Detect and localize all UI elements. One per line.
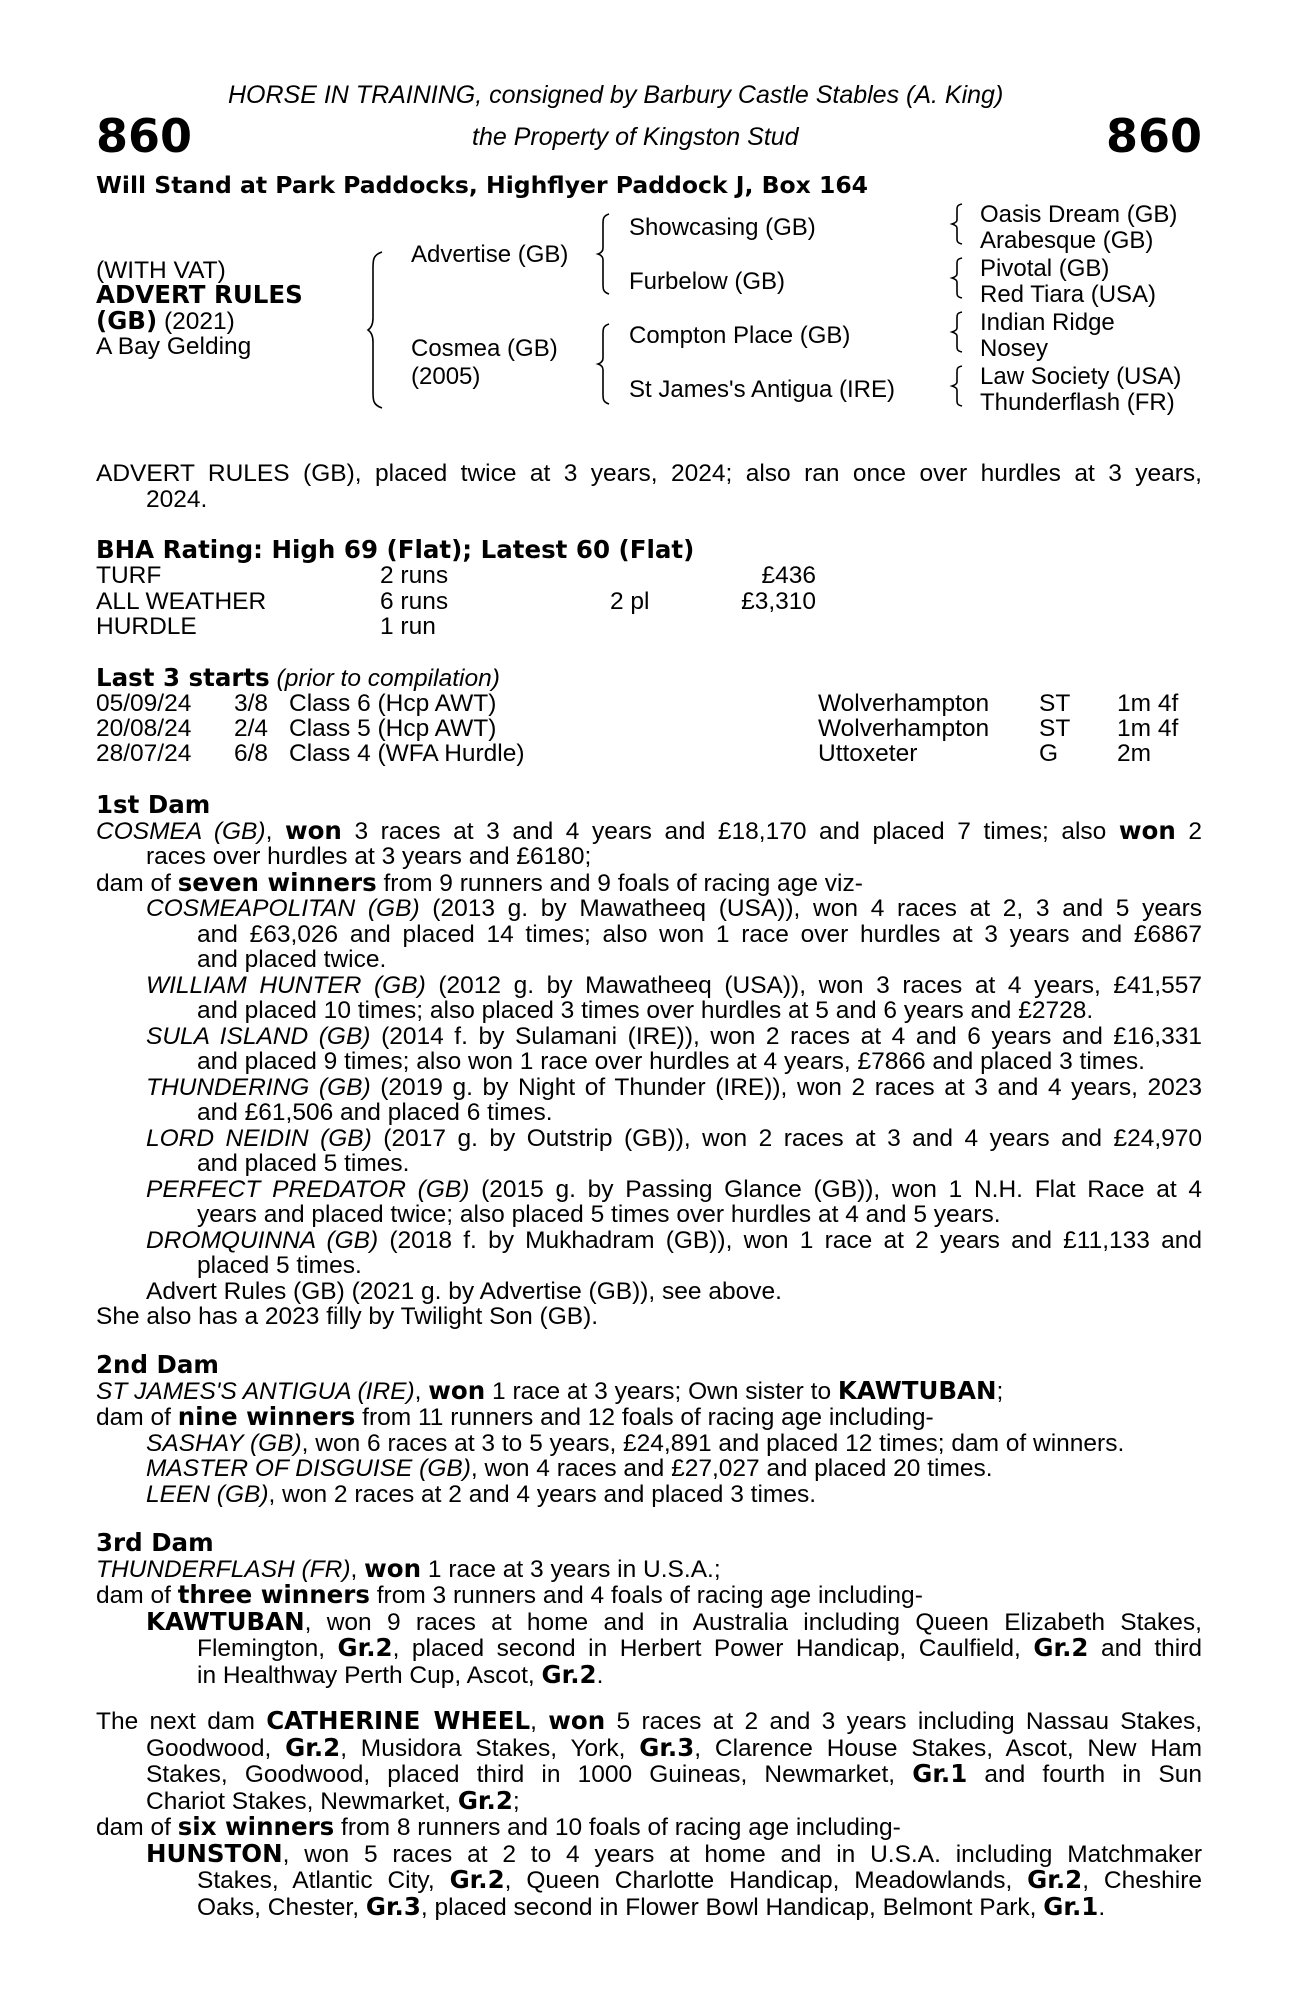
text: , [265,817,285,845]
stats-placed: 2 pl [610,588,650,615]
race-summary [96,461,1202,512]
property-line: the Property of Kingston Stud [472,123,799,151]
pedigree-sds: Pivotal (GB) [980,255,1110,282]
horse-ref: KAWTUBAN [837,1375,997,1405]
progeny-line [96,1456,1202,1482]
progeny-name: SASHAY (GB) [146,1429,302,1457]
dam-name: ST JAMES'S ANTIGUA (IRE) [96,1377,415,1405]
dam-line [96,1708,1202,1735]
stats-surface: TURF [96,562,162,589]
start-going: G [1039,740,1059,767]
next-dam-section [96,1708,1202,1920]
vat-note: (WITH VAT) [96,257,226,284]
section-heading: 1st Dam [96,790,211,819]
text: , won 6 races at 3 to 5 years, £24,891 and placed 12 times; dam of winners. [301,1429,1125,1457]
start-course: Wolverhampton [818,715,990,742]
text: , Musidora Stakes, York, [340,1734,640,1762]
text: , won 2 races at 2 and 4 years and placed 3 times. [268,1480,817,1508]
progeny-line: and placed 5 times. [197,1150,410,1177]
last-starts-note: (prior to compilation) [269,665,500,692]
text: 1 race at 3 years in U.S.A.; [421,1555,721,1583]
summary-line: ADVERT RULES (GB), placed twice at 3 years, 2024; also ran once over hurdles at 3 years, [96,460,1202,487]
horse-country-year [96,308,235,335]
grade: Gr.1 [912,1759,968,1788]
start-position: 6/8 [234,740,269,767]
progeny-line [96,1482,1202,1508]
text: . [1098,1893,1106,1921]
grade: Gr.2 [541,1659,597,1689]
stats-row [96,563,161,589]
start-position: 3/8 [234,690,269,717]
winners-count: six winners [177,1812,335,1841]
won-label: won [364,1553,422,1583]
first-dam-section [96,792,1202,1330]
pedigree-dam: Cosmea (GB) [411,335,558,362]
pedigree-brace-ss [952,204,964,244]
progeny-line [96,1431,1202,1457]
text: ; [996,1377,1004,1405]
text: (2019 g. by Night of Thunder (IRE)), won 2 races at 3 and 4 years, 2023 [370,1073,1202,1101]
text: 5 races at 2 and 3 years including Nassau Stakes, [605,1708,1203,1735]
text: The next dam [96,1708,267,1735]
pedigree-dds: Law Society (USA) [980,363,1182,390]
dam-of-line [96,1404,1202,1431]
text: (2015 g. by Passing Glance (GB)), won 1 N.H. Flat Race at 4 [469,1175,1202,1203]
grade: Gr.2 [337,1633,393,1662]
progeny-name: PERFECT PREDATOR (GB) [146,1175,470,1203]
progeny-line [96,1126,1202,1152]
grade: Gr.2 [1033,1633,1089,1662]
text: . [596,1661,604,1689]
section-heading: 3rd Dam [96,1528,214,1557]
progeny-line: and £63,026 and placed 14 times; also won 1 race over hurdles at 3 years and £6867 [197,920,1202,948]
stats-runs: 6 runs [380,588,449,615]
dam-name: THUNDERFLASH (FR) [96,1555,351,1583]
pedigree-ssd: Arabesque (GB) [980,227,1154,254]
grade: Gr.3 [639,1732,695,1762]
pedigree-sdd: Red Tiara (USA) [980,281,1157,308]
progeny-line: placed 5 times. [197,1252,362,1279]
start-course: Wolverhampton [818,690,990,717]
pedigree-dsd: Nosey [980,335,1049,362]
dam-name: COSMEA (GB) [96,817,266,845]
progeny-name: COSMEAPOLITAN (GB) [146,895,420,922]
pedigree-brace-sire [598,214,612,294]
text: and third [1088,1635,1203,1662]
progeny-line: Advert Rules (GB) (2021 g. by Advertise (GB)), see above. [146,1277,782,1305]
stats-surface: HURDLE [96,613,197,640]
start-date: 05/09/24 [96,690,192,717]
text: , [530,1708,549,1735]
progeny-name: LORD NEIDIN (GB) [146,1124,372,1152]
progeny-line [96,896,1202,922]
progeny-line [96,1177,1202,1203]
start-class: Class 4 (WFA Hurdle) [289,740,525,767]
text: 1 race at 3 years; Own sister to [485,1377,838,1405]
start-going: ST [1039,715,1071,742]
winners-count: seven winners [177,867,377,897]
horse-description: A Bay Gelding [96,333,252,360]
progeny-name: WILLIAM HUNTER (GB) [146,971,426,999]
text: (2013 g. by Mawatheeq (USA)), won 4 races at 2, 3 and 5 years [419,895,1202,922]
dam-of-line [96,867,1202,897]
pedigree-dam-year: (2005) [411,363,481,390]
grade: Gr.3 [365,1891,421,1921]
dam-note: She also has a 2023 filly by Twilight Son (GB). [96,1303,599,1330]
pedigree-ddd: Thunderflash (FR) [980,389,1175,416]
winners-count: nine winners [177,1402,356,1431]
stats-surface: ALL WEATHER [96,588,267,615]
grade: Gr.2 [457,1785,513,1815]
progeny-name: DROMQUINNA (GB) [146,1226,379,1254]
horse-year: (2021) [157,308,235,335]
start-class: Class 6 (Hcp AWT) [289,690,497,717]
text: Chariot Stakes, Newmarket, [146,1787,458,1815]
progeny-name: LEEN (GB) [146,1480,269,1508]
text: 2 [1175,817,1202,845]
won-label: won [284,815,342,845]
text: dam of [96,1582,178,1609]
dam-line [96,815,1202,845]
grade: Gr.2 [1027,1865,1083,1894]
won-label: won [1118,815,1176,845]
winners-count: three winners [177,1580,370,1609]
progeny-line [96,1075,1202,1101]
dam-line: races over hurdles at 3 years and £6180; [146,843,592,870]
text: dam of [96,869,178,897]
progeny-name: SULA ISLAND (GB) [146,1022,371,1050]
text: , won 5 races at 2 to 4 years at home and in U.S.A. including Matchmaker [282,1840,1202,1868]
second-dam-section [96,1352,1202,1507]
section-heading: 2nd Dam [96,1350,219,1379]
start-date: 20/08/24 [96,715,192,742]
won-label: won [428,1375,486,1405]
progeny-line: and placed 10 times; also placed 3 times over hurdles at 5 and 6 years and £2728. [197,997,1094,1024]
last-starts-title: Last 3 starts [96,663,270,692]
grade: Gr.2 [449,1865,505,1894]
dam-line [96,1785,1202,1815]
summary-line: 2024. [146,485,208,513]
start-course: Uttoxeter [818,740,918,767]
dam-of-line [96,1582,1202,1609]
text: 3 races at 3 and 4 years and £18,170 and placed 7 times; also [341,817,1119,845]
text: , Cheshire [1082,1867,1202,1894]
pedigree-brace-main [368,252,386,408]
pedigree-brace-dd [952,366,964,406]
pedigree-brace-sd [952,258,964,298]
text: , won 9 races at home and in Australia including Queen Elizabeth Stakes, [304,1608,1202,1636]
horse-name: ADVERT RULES [96,280,303,309]
progeny-line [96,1228,1202,1254]
progeny-name: THUNDERING (GB) [146,1073,371,1101]
text: dam of [96,1814,178,1841]
start-going: ST [1039,690,1071,717]
progeny-name: MASTER OF DISGUISE (GB) [146,1455,471,1482]
pedigree-dam-dam: St James's Antigua (IRE) [629,376,896,403]
text: and fourth in Sun [967,1761,1202,1788]
dam-line [96,1375,1202,1405]
text: , Clarence House Stakes, Ascot, New Ham [694,1734,1202,1762]
progeny-line [96,1606,1202,1636]
progeny-name: KAWTUBAN [146,1606,305,1636]
text: (2014 f. by Sulamani (IRE)), won 2 races at 4 and 6 years and £16,331 [370,1022,1202,1050]
text: dam of [96,1404,178,1431]
progeny-line [96,1867,1202,1894]
start-distance: 1m 4f [1117,690,1179,717]
text: (2012 g. by Mawatheeq (USA)), won 3 races at 4 years, £41,557 [425,971,1202,999]
pedigree-brace-dam [598,324,612,404]
start-position: 2/4 [234,715,269,742]
stats-prize: £436 [761,562,816,589]
text: Stakes, Atlantic City, [197,1867,450,1894]
pedigree-brace-ds [952,312,964,352]
dam-name: CATHERINE WHEEL [266,1706,531,1735]
stats-runs: 2 runs [380,562,449,589]
pedigree-sire-dam: Furbelow (GB) [629,268,786,295]
horse-country: (GB) [96,306,158,335]
won-label: won [548,1706,606,1735]
progeny-line: years and placed twice; also placed 5 times over hurdles at 4 and 5 years. [197,1201,1001,1228]
last-starts-heading [96,665,500,692]
grade: Gr.1 [1043,1891,1099,1921]
bha-rating: BHA Rating: High 69 (Flat); Latest 60 (Flat) [96,535,695,564]
stats-prize: £3,310 [741,588,816,615]
text: (2018 f. by Mukhadram (GB)), won 1 race at 2 years and £11,133 and [378,1226,1202,1254]
text: Oaks, Chester, [197,1893,366,1921]
text: in Healthway Perth Cup, Ascot, [197,1661,542,1689]
text: from 11 runners and 12 foals of racing age including- [355,1404,934,1431]
start-date: 28/07/24 [96,740,192,767]
text: , [350,1555,365,1583]
dam-line [96,1553,1202,1583]
dam-of-line [96,1814,1202,1841]
progeny-line [96,1838,1202,1868]
progeny-line [96,973,1202,999]
text: , placed second in Flower Bowl Handicap, Belmont Park, [420,1893,1044,1921]
text: Goodwood, [146,1734,286,1762]
text: from 8 runners and 10 foals of racing age including- [334,1814,901,1841]
pedigree-sire: Advertise (GB) [411,241,569,268]
stand-location: Will Stand at Park Paddocks, Highflyer Paddock J, Box 164 [96,171,869,199]
text: Stakes, Goodwood, placed third in 1000 Guineas, Newmarket, [146,1761,913,1788]
progeny-line: and placed twice. [197,946,387,973]
text: , placed second in Herbert Power Handicap, Caulfield, [392,1635,1034,1662]
text: (2017 g. by Outstrip (GB)), won 2 races at 3 and 4 years and £24,970 [371,1124,1203,1152]
pedigree-dss: Indian Ridge [980,309,1115,336]
progeny-name: HUNSTON [146,1838,283,1868]
lot-number-left: 860 [96,109,193,163]
pedigree-sss: Oasis Dream (GB) [980,201,1178,228]
third-dam-section [96,1530,1202,1688]
progeny-line [96,1891,1202,1921]
stats-runs: 1 run [380,613,436,640]
progeny-line [96,1024,1202,1050]
start-distance: 2m [1117,740,1152,767]
grade: Gr.2 [285,1732,341,1762]
dam-line [96,1761,1202,1788]
text: ; [512,1787,520,1815]
progeny-line: and placed 9 times; also won 1 race over hurdles at 4 years, £7866 and placed 3 times. [197,1048,1145,1075]
start-class: Class 5 (Hcp AWT) [289,715,497,742]
start-distance: 1m 4f [1117,715,1179,742]
text: Flemington, [197,1635,338,1662]
consignor-line: HORSE IN TRAINING, consigned by Barbury Castle Stables (A. King) [228,81,1004,109]
pedigree-sire-sire: Showcasing (GB) [629,214,816,241]
progeny-line [96,1659,1202,1689]
pedigree-dam-sire: Compton Place (GB) [629,322,851,349]
dam-line [96,1732,1202,1762]
text: from 9 runners and 9 foals of racing age viz- [376,869,863,897]
text: , won 4 races and £27,027 and placed 20 times. [470,1455,993,1482]
text: from 3 runners and 4 foals of racing age including- [369,1582,923,1609]
text: , Queen Charlotte Handicap, Meadowlands, [504,1867,1028,1894]
progeny-line [96,1635,1202,1662]
lot-number-right: 860 [1105,109,1202,163]
progeny-line: and £61,506 and placed 6 times. [197,1099,553,1126]
text: , [414,1377,429,1405]
